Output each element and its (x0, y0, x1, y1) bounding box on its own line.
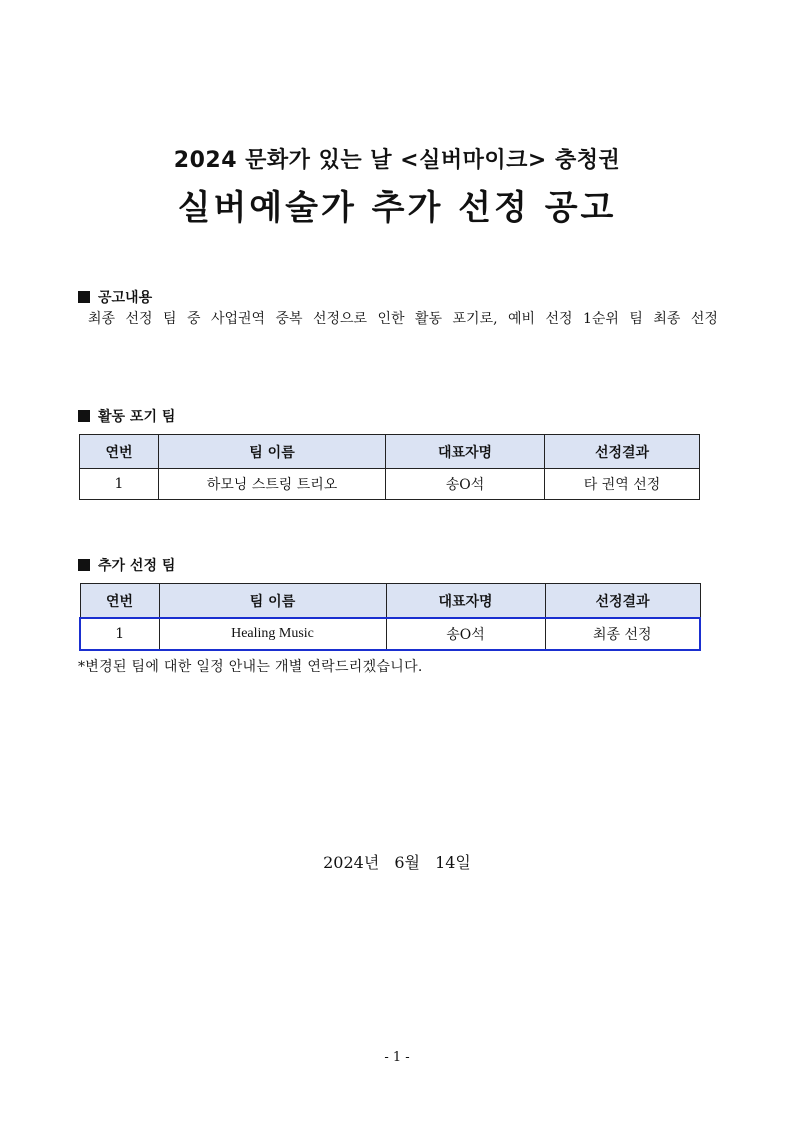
square-bullet-icon (78, 410, 90, 422)
section-heading-notice-label: 공고내용 (98, 290, 153, 306)
page-number: - 1 - (384, 1050, 410, 1065)
section-heading-added (78, 555, 175, 575)
table-header-row (80, 584, 700, 619)
column-header: 대표자명 (386, 435, 545, 469)
column-header: 연번 (80, 435, 159, 469)
footnote: *변경된 팀에 대한 일정 안내는 개별 연락드리겠습니다. (78, 659, 423, 675)
section-heading-withdrawn-label: 활동 포기 팀 (98, 409, 176, 425)
table-cell: 송O석 (386, 469, 545, 500)
table-row (80, 469, 700, 500)
table-cell: 1 (80, 469, 159, 500)
column-header: 대표자명 (386, 584, 545, 619)
table-row-highlighted (80, 618, 700, 650)
section-heading-notice (78, 287, 152, 307)
added-team-table (79, 583, 701, 651)
column-header: 선정결과 (545, 435, 700, 469)
table-cell: 하모닝 스트링 트리오 (159, 469, 386, 500)
section-heading-withdrawn (78, 406, 175, 426)
table-cell: 송O석 (386, 618, 545, 650)
table-cell: 1 (80, 618, 159, 650)
section-heading-added-label: 추가 선정 팀 (98, 558, 176, 574)
square-bullet-icon (78, 559, 90, 571)
column-header: 팀 이름 (159, 584, 386, 619)
table-cell: Healing Music (159, 618, 386, 650)
announcement-date: 2024년 6월 14일 (323, 853, 471, 872)
table-cell: 타 권역 선정 (545, 469, 700, 500)
table-header-row (80, 435, 700, 469)
column-header: 선정결과 (545, 584, 700, 619)
notice-body: 최종 선정 팀 중 사업권역 중복 선정으로 인한 활동 포기로, 예비 선정 1순위 팀 최종 선정 (88, 311, 718, 327)
withdrawn-team-table (79, 434, 700, 500)
square-bullet-icon (78, 291, 90, 303)
title-line2: 실버예술가 추가 선정 공고 (177, 188, 617, 228)
title-line1: 2024 문화가 있는 날 <실버마이크> 충청권 (173, 148, 621, 173)
column-header: 연번 (80, 584, 159, 619)
table-cell: 최종 선정 (545, 618, 700, 650)
column-header: 팀 이름 (159, 435, 386, 469)
